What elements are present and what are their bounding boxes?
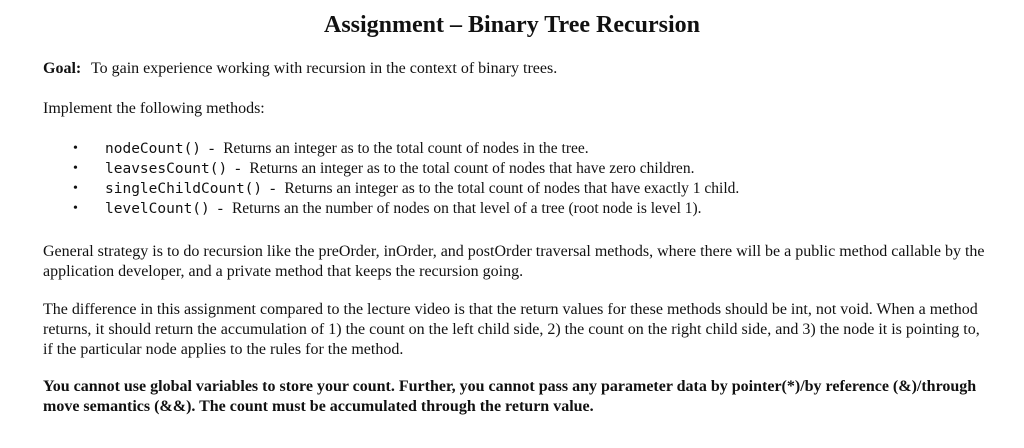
- method-description: Returns an integer as to the total count of nodes that have exactly 1 child.: [284, 180, 740, 197]
- method-description: Returns an integer as to the total count of nodes that have zero children.: [249, 160, 695, 177]
- goal-label: Goal:: [43, 60, 82, 77]
- restriction-paragraph: You cannot use global variables to store your count. Further, you cannot pass any parameter data by pointer(*)/by reference (&)/through move semantics (&&). The count must be accumulated through the return value.: [43, 378, 977, 415]
- list-item: [43, 139, 1003, 159]
- page-title: Assignment – Binary Tree Recursion: [324, 12, 700, 38]
- list-item: [43, 159, 1003, 179]
- method-name: levelCount(): [105, 201, 210, 217]
- method-name: nodeCount(): [105, 141, 202, 157]
- strategy-paragraph: General strategy is to do recursion like the preOrder, inOrder, and postOrder traversal methods, where there will be a public method callable by the application developer, and a private method that keeps the recursion going.: [43, 243, 985, 280]
- method-separator: -: [235, 160, 241, 177]
- bullet-icon: •: [73, 201, 78, 216]
- method-separator: -: [217, 200, 223, 217]
- method-description: Returns an integer as to the total count of nodes in the tree.: [223, 140, 589, 157]
- goal-line: [43, 58, 557, 80]
- method-separator: -: [209, 140, 215, 157]
- list-item: [43, 179, 1003, 199]
- method-separator: -: [270, 180, 276, 197]
- list-item: [43, 199, 1003, 219]
- methods-list: [43, 139, 1003, 219]
- method-name: singleChildCount(): [105, 181, 263, 197]
- bullet-icon: •: [73, 141, 78, 156]
- implement-heading: Implement the following methods:: [43, 100, 265, 117]
- method-name: leavsesCount(): [105, 161, 228, 177]
- goal-text: To gain experience working with recursion in the context of binary trees.: [90, 60, 558, 77]
- difference-paragraph: The difference in this assignment compared to the lecture video is that the return values for these methods should be int, not void. When a method returns, it should return the accumulation of 1) the count on the left child side, 2) the count on the right child side, and 3) the node it is pointing to, if the particular node applies to the rules for the method.: [43, 301, 980, 358]
- bullet-icon: •: [73, 181, 78, 196]
- method-description: Returns an the number of nodes on that level of a tree (root node is level 1).: [231, 200, 702, 217]
- bullet-icon: •: [73, 161, 78, 176]
